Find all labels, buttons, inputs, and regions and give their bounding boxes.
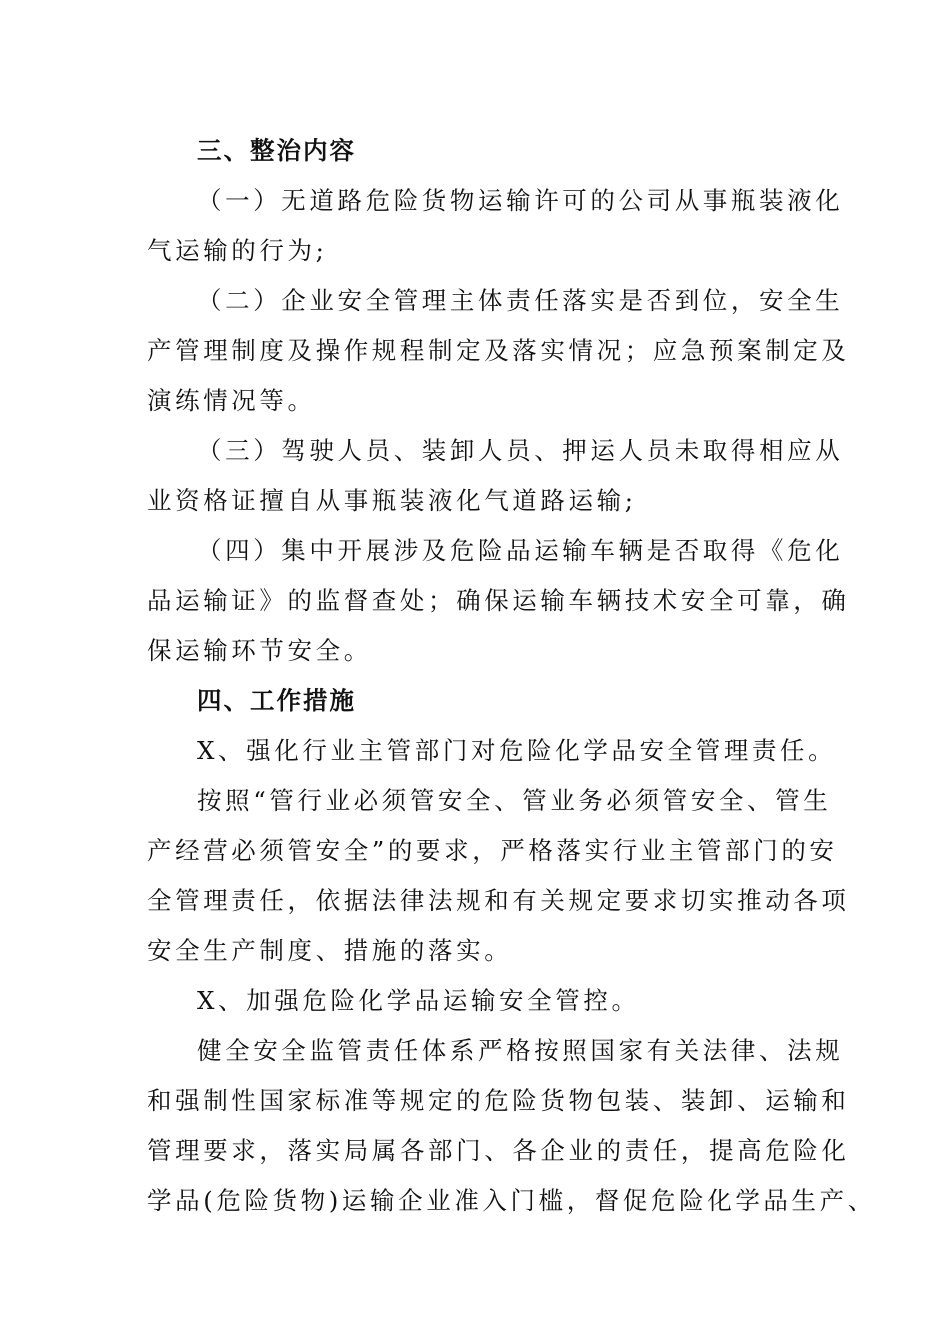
paragraph-line: 产经营必须管安全”的要求，严格落实行业主管部门的安 bbox=[147, 836, 838, 865]
paragraph-line: 业资格证擅自从事瓶装液化气道路运输; bbox=[147, 486, 637, 515]
paragraph-line: 保运输环节安全。 bbox=[147, 636, 372, 665]
paragraph-line: （一）无道路危险货物运输许可的公司从事瓶装液化 bbox=[197, 186, 844, 215]
paragraph-line: 全管理责任，依据法律法规和有关规定要求切实推动各项 bbox=[147, 886, 850, 915]
paragraph-line: 演练情况等。 bbox=[147, 386, 316, 415]
paragraph-line: 学品(危险货物)运输企业准入门槛，督促危险化学品生产、 bbox=[147, 1186, 876, 1215]
paragraph-line: 管理要求，落实局属各部门、各企业的责任，提高危险化 bbox=[147, 1136, 850, 1165]
paragraph-line: 安全生产制度、措施的落实。 bbox=[147, 936, 513, 965]
paragraph-line: 产管理制度及操作规程制定及落实情况；应急预案制定及 bbox=[147, 336, 850, 365]
section-heading-4: 四、工作措施 bbox=[197, 686, 356, 715]
paragraph-line: 和强制性国家标准等规定的危险货物包装、装卸、运输和 bbox=[147, 1086, 850, 1115]
paragraph-line: 健全安全监管责任体系严格按照国家有关法律、法规 bbox=[197, 1036, 844, 1065]
paragraph-line: （二）企业安全管理主体责任落实是否到位，安全生 bbox=[197, 286, 844, 315]
subheading-line: X、加强危险化学品运输安全管控。 bbox=[197, 986, 640, 1015]
paragraph-line: 品运输证》的监督查处；确保运输车辆技术安全可靠，确 bbox=[147, 586, 850, 615]
paragraph-line: 气运输的行为; bbox=[147, 236, 328, 265]
paragraph-line: （四）集中开展涉及危险品运输车辆是否取得《危化 bbox=[197, 536, 844, 565]
paragraph-line: 按照“管行业必须管安全、管业务必须管安全、管生 bbox=[197, 786, 832, 815]
paragraph-line: （三）驾驶人员、装卸人员、押运人员未取得相应从 bbox=[197, 436, 844, 465]
section-heading-3: 三、整治内容 bbox=[197, 136, 356, 165]
subheading-line: X、强化行业主管部门对危险化学品安全管理责任。 bbox=[197, 736, 837, 765]
